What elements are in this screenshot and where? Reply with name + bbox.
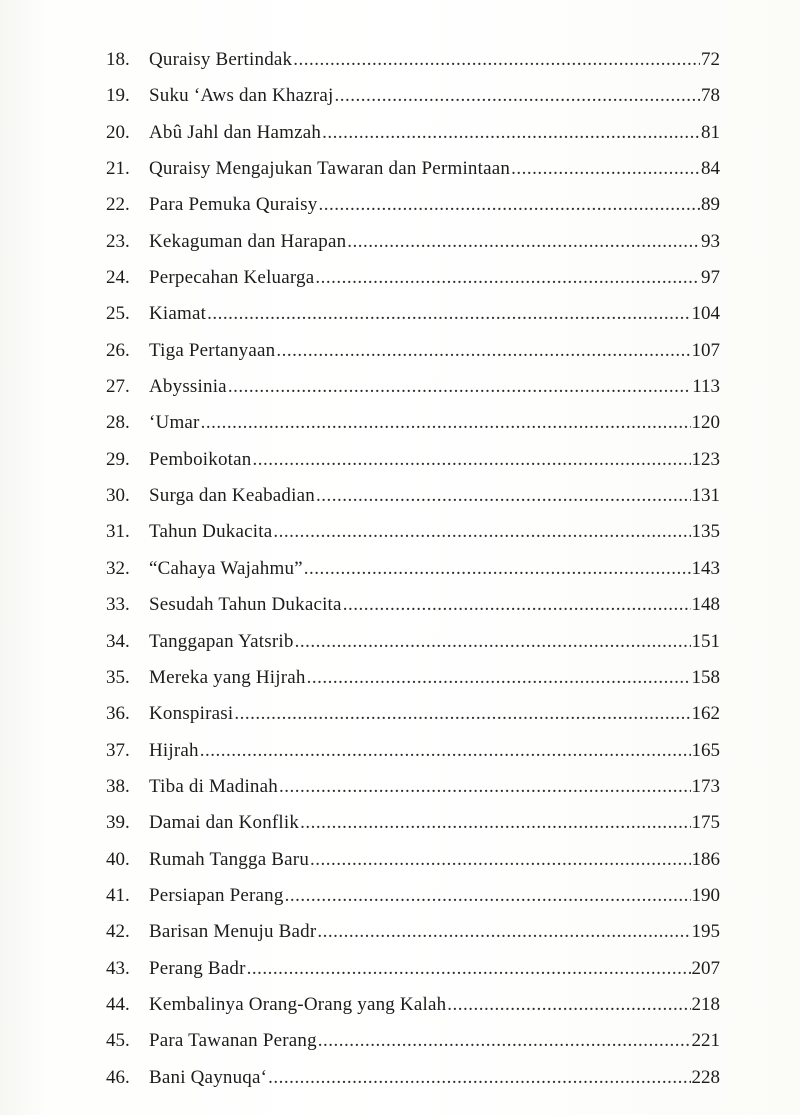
- toc-entry-number: 23.: [106, 230, 130, 252]
- toc-entry-number: 20.: [106, 121, 130, 143]
- toc-entry: [106, 878, 720, 914]
- dot-leader: [228, 369, 691, 405]
- toc-entry-title: Surga dan Keabadian: [149, 485, 315, 507]
- toc-entry: [106, 551, 720, 587]
- toc-entry-title: Abû Jahl dan Hamzah: [149, 121, 322, 143]
- toc-entry-page-number: 173: [691, 775, 720, 797]
- dot-leader: [318, 1023, 691, 1059]
- toc-entry-title: Quraisy Mengajukan Tawaran dan Permintaan: [149, 158, 511, 180]
- toc-entry-title: Tiga Pertanyaan: [149, 339, 276, 361]
- toc-entry-page-number: 72: [701, 49, 720, 70]
- toc-entry-title: Pemboikotan: [149, 448, 252, 470]
- toc-entry-number: 27.: [106, 376, 130, 398]
- toc-entry-page-number: 93: [701, 230, 720, 252]
- toc-entry-title: Tahun Dukacita: [149, 521, 273, 543]
- toc-entry-page-number: 123: [691, 448, 720, 470]
- toc-entry: [106, 805, 720, 841]
- toc-entry: [106, 624, 720, 660]
- toc-entry-page-number: 135: [691, 521, 720, 543]
- dot-leader: [322, 115, 700, 151]
- toc-entry-number: 39.: [106, 812, 130, 834]
- dot-leader: [252, 442, 690, 478]
- dot-leader: [285, 878, 691, 914]
- toc-entry-number: 26.: [106, 339, 130, 361]
- dot-leader: [295, 624, 691, 660]
- toc-entry: [106, 1060, 720, 1096]
- toc-entry-page-number: 143: [691, 557, 720, 579]
- toc-entry-page-number: 186: [691, 848, 720, 870]
- toc-entry: [106, 914, 720, 950]
- toc-entry-title: Suku ‘Aws dan Khazraj: [149, 85, 334, 107]
- toc-entry-title: Kekaguman dan Harapan: [149, 230, 347, 252]
- toc-entry-number: 41.: [106, 884, 130, 906]
- toc-entry-page-number: 84: [701, 158, 720, 180]
- dot-leader: [335, 78, 701, 114]
- toc-entry-page-number: 151: [691, 630, 720, 652]
- dot-leader: [247, 951, 691, 987]
- toc-entry-number: 37.: [106, 739, 130, 761]
- dot-leader: [279, 769, 691, 805]
- toc-entry-title: Bani Qaynuqa‘: [149, 1066, 268, 1088]
- toc-entry-number: 42.: [106, 921, 130, 943]
- toc-entry: [106, 733, 720, 769]
- toc-entry-page-number: 131: [691, 485, 720, 507]
- dot-leader: [268, 1060, 690, 1096]
- dot-leader: [276, 333, 690, 369]
- toc-entry: [106, 951, 720, 987]
- dot-leader: [347, 224, 700, 260]
- toc-entry-number: 34.: [106, 630, 130, 652]
- dot-leader: [315, 260, 700, 296]
- toc-entry-number: 29.: [106, 448, 130, 470]
- dot-leader: [304, 551, 691, 587]
- toc-entry-number: 36.: [106, 703, 130, 725]
- toc-entry-page-number: 228: [691, 1066, 720, 1088]
- toc-entry-page-number: 195: [691, 921, 720, 943]
- toc-entry-page-number: 175: [691, 812, 720, 834]
- toc-entry-title: Damai dan Konflik: [149, 812, 300, 834]
- dot-leader: [307, 660, 691, 696]
- toc-entry: [106, 769, 720, 805]
- toc-entry-number: 24.: [106, 267, 130, 289]
- toc-entry-page-number: 97: [701, 267, 720, 289]
- toc-entry: [106, 660, 720, 696]
- toc-entry-title: Abyssinia: [149, 376, 227, 398]
- toc-entry-number: 38.: [106, 775, 130, 797]
- toc-entry-number: 43.: [106, 957, 130, 979]
- dot-leader: [200, 733, 691, 769]
- toc-entry-title: Persiapan Perang: [149, 884, 284, 906]
- dot-leader: [447, 987, 690, 1023]
- toc-entry-title: Perang Badr: [149, 957, 246, 979]
- toc-entry: [106, 842, 720, 878]
- toc-entry-page-number: 81: [701, 121, 720, 143]
- toc-entry-title: Sesudah Tahun Dukacita: [149, 594, 342, 616]
- toc-entry: [106, 478, 720, 514]
- dot-leader: [293, 42, 700, 78]
- dot-leader: [201, 405, 691, 441]
- dot-leader: [310, 842, 690, 878]
- dot-leader: [234, 696, 690, 732]
- toc-entry-page-number: 190: [691, 884, 720, 906]
- toc-entry-title: Hijrah: [149, 739, 199, 761]
- dot-leader: [317, 914, 690, 950]
- toc-entry-page-number: 120: [691, 412, 720, 434]
- toc-entry-number: 40.: [106, 848, 130, 870]
- toc-entry-title: “Cahaya Wajahmu”: [149, 557, 303, 579]
- toc-entry-title: Para Pemuka Quraisy: [149, 194, 318, 216]
- toc-entry-title: Para Tawanan Perang: [149, 1030, 317, 1052]
- dot-leader: [318, 187, 700, 223]
- toc-entry: [106, 333, 720, 369]
- toc-entry: [106, 187, 720, 223]
- toc-entry-title: Konspirasi: [149, 703, 234, 725]
- toc-entry: [106, 696, 720, 732]
- toc-entry-title: Kiamat: [149, 303, 207, 325]
- toc-entry: [106, 151, 720, 187]
- dot-leader: [300, 805, 690, 841]
- toc-entry: [106, 987, 720, 1023]
- toc-entry-page-number: 107: [691, 339, 720, 361]
- toc-entry-number: 46.: [106, 1066, 130, 1088]
- toc-entry-number: 30.: [106, 485, 130, 507]
- toc-entry-title: Mereka yang Hijrah: [149, 666, 306, 688]
- toc-entry: [106, 405, 720, 441]
- toc-entry-number: 33.: [106, 594, 130, 616]
- toc-entry: [106, 1023, 720, 1059]
- toc-entry-number: 31.: [106, 521, 130, 543]
- toc-entry-page-number: 104: [691, 303, 720, 325]
- toc-entry: [106, 115, 720, 151]
- toc-entry-page-number: 89: [701, 194, 720, 216]
- dot-leader: [207, 296, 690, 332]
- toc-entry-number: 18.: [106, 49, 130, 70]
- dot-leader: [316, 478, 691, 514]
- toc-entry-number: 19.: [106, 85, 130, 107]
- toc-entry: [106, 369, 720, 405]
- toc-entry: [106, 260, 720, 296]
- toc-entry-title: Barisan Menuju Badr: [149, 921, 317, 943]
- toc-entry-page-number: 207: [691, 957, 720, 979]
- toc-entry-number: 28.: [106, 412, 130, 434]
- toc-entry-page-number: 165: [691, 739, 720, 761]
- toc-entry-title: ‘Umar: [149, 412, 200, 434]
- toc-entry-number: 21.: [106, 158, 130, 180]
- toc-entry-page-number: 148: [691, 594, 720, 616]
- toc-entry: [106, 587, 720, 623]
- toc-entry-page-number: 162: [691, 703, 720, 725]
- toc-entry-number: 35.: [106, 666, 130, 688]
- dot-leader: [511, 151, 700, 187]
- toc-entry-title: Perpecahan Keluarga: [149, 267, 315, 289]
- dot-leader: [273, 514, 690, 550]
- toc-entry-page-number: 78: [701, 85, 720, 107]
- toc-entry-page-number: 218: [691, 993, 720, 1015]
- toc-entry: [106, 42, 720, 78]
- toc-entry-number: 44.: [106, 993, 130, 1015]
- toc-entry-title: Rumah Tangga Baru: [149, 848, 310, 870]
- toc-entry-page-number: 158: [691, 666, 720, 688]
- toc-entry: [106, 442, 720, 478]
- toc-entry-title: Tiba di Madinah: [149, 775, 278, 797]
- toc-entry-number: 32.: [106, 557, 130, 579]
- toc-entry-title: Tanggapan Yatsrib: [149, 630, 294, 652]
- toc-entry-page-number: 221: [691, 1030, 720, 1052]
- toc-entry-title: Kembalinya Orang-Orang yang Kalah: [149, 993, 447, 1015]
- toc-entry-number: 25.: [106, 303, 130, 325]
- toc-entry: [106, 514, 720, 550]
- dot-leader: [343, 587, 691, 623]
- toc-entry-page-number: 113: [692, 376, 720, 398]
- toc-entry: [106, 78, 720, 114]
- toc-entry-number: 22.: [106, 194, 130, 216]
- toc-entry: [106, 296, 720, 332]
- toc-entry-number: 45.: [106, 1030, 130, 1052]
- toc-entry-title: Quraisy Bertindak: [149, 49, 293, 70]
- toc-entry: [106, 224, 720, 260]
- table-of-contents: [106, 42, 720, 1096]
